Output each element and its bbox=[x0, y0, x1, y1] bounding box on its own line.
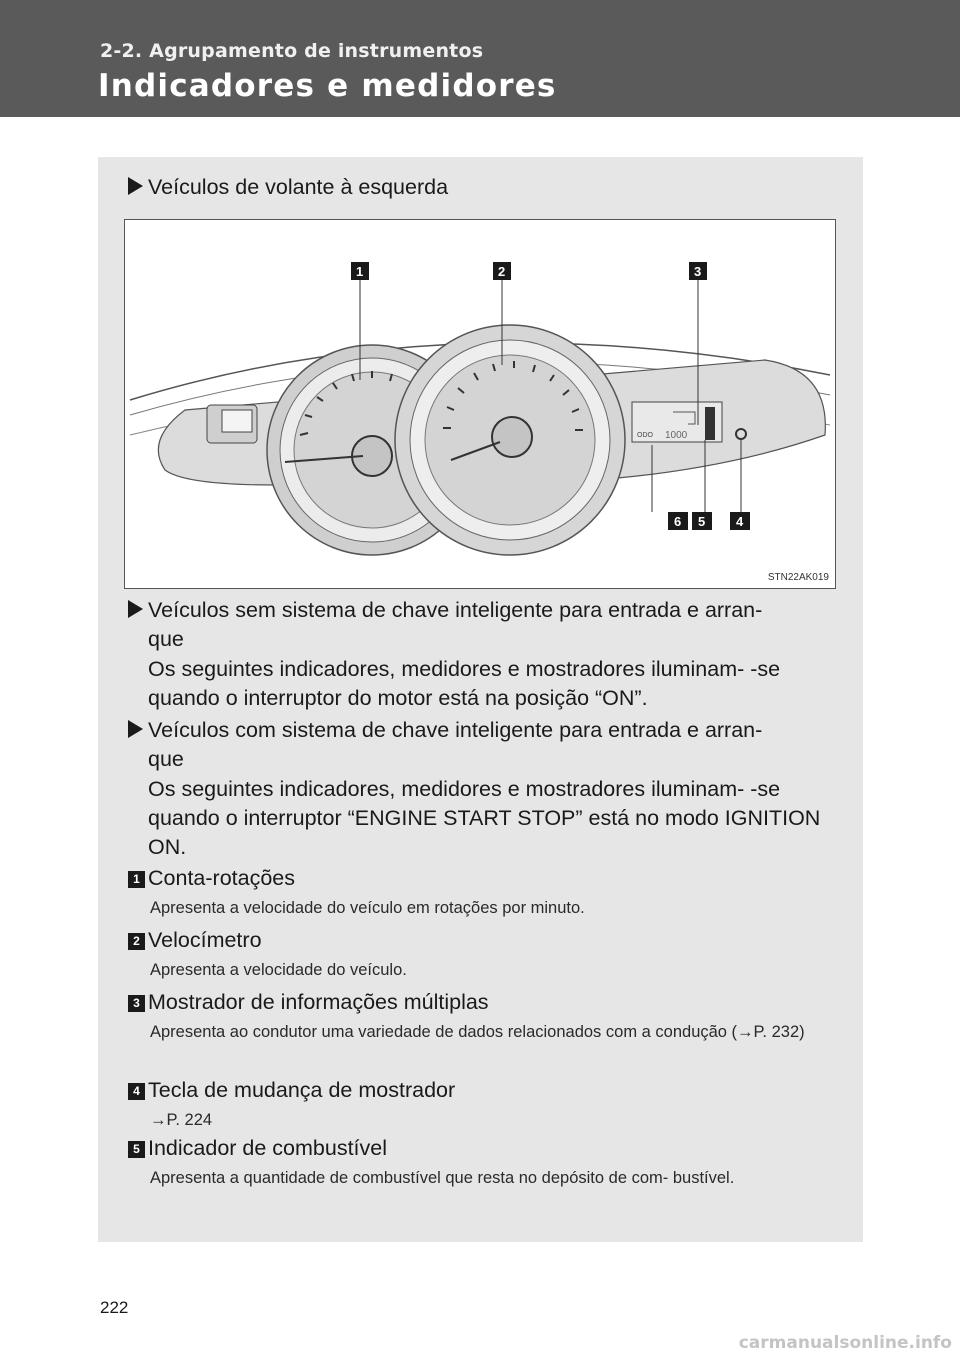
para-smart-key: Os seguintes indicadores, medidores e mostradores iluminam- -se quando o interruptor “ENGINE START STOP” está no modo IGNITION ON. bbox=[148, 777, 821, 859]
list-item-speedometer: 2 Velocímetro Apresenta a velocidade do veículo. bbox=[128, 926, 838, 983]
lead-smart-key: Veículos com sistema de chave inteligente para entrada e arran- bbox=[128, 716, 838, 745]
header-bar bbox=[0, 0, 960, 117]
cluster-illustration bbox=[125, 220, 835, 588]
arrow-right-icon bbox=[128, 600, 143, 618]
number-badge: 4 bbox=[128, 1083, 145, 1100]
page-number: 222 bbox=[100, 1298, 129, 1317]
list-item-fuel-gauge: 5 Indicador de combustível Apresenta a quantidade de combustível que resta no depósito de com- bustível. bbox=[128, 1134, 838, 1191]
svg-text:1: 1 bbox=[356, 264, 364, 279]
svg-text:4: 4 bbox=[736, 514, 744, 529]
svg-text:2: 2 bbox=[498, 264, 506, 279]
lead-no-smart-key-cont: que bbox=[148, 627, 184, 651]
number-badge: 3 bbox=[128, 995, 145, 1012]
lead-smart-key-cont: que bbox=[148, 747, 184, 771]
list-item-multi-info-display: 3 Mostrador de informações múltiplas Apresenta ao condutor uma variedade de dados relacionados com a condução (→P. 232) bbox=[128, 988, 838, 1045]
list-item-display-switch: 4 Tecla de mudança de mostrador →P. 224 bbox=[128, 1076, 838, 1133]
arrow-right-icon bbox=[128, 177, 143, 195]
svg-text:ODO: ODO bbox=[637, 432, 653, 439]
svg-text:3: 3 bbox=[694, 264, 702, 279]
lead-left-hand-drive: Veículos de volante à esquerda bbox=[128, 173, 448, 202]
lead-no-smart-key: Veículos sem sistema de chave inteligente para entrada e arran- bbox=[128, 596, 838, 625]
number-badge: 5 bbox=[128, 1141, 145, 1158]
svg-text:5: 5 bbox=[698, 514, 706, 529]
figure-code: STN22AK019 bbox=[767, 572, 829, 583]
section-heading: 2-2. Agrupamento de instrumentos bbox=[100, 40, 484, 62]
svg-text:1000: 1000 bbox=[665, 430, 688, 441]
instrument-cluster-figure bbox=[124, 219, 836, 589]
arrow-right-icon bbox=[128, 720, 143, 738]
number-badge: 1 bbox=[128, 871, 145, 888]
svg-text:6: 6 bbox=[674, 514, 682, 529]
number-badge: 2 bbox=[128, 933, 145, 950]
para-no-smart-key: Os seguintes indicadores, medidores e mostradores iluminam- -se quando o interruptor do motor está na posição “ON”. bbox=[148, 657, 781, 710]
list-item-tachometer: 1 Conta-rotações Apresenta a velocidade do veículo em rotações por minuto. bbox=[128, 864, 838, 921]
watermark: carmanualsonline.info bbox=[738, 1333, 952, 1353]
page-title: Indicadores e medidores bbox=[98, 68, 557, 104]
